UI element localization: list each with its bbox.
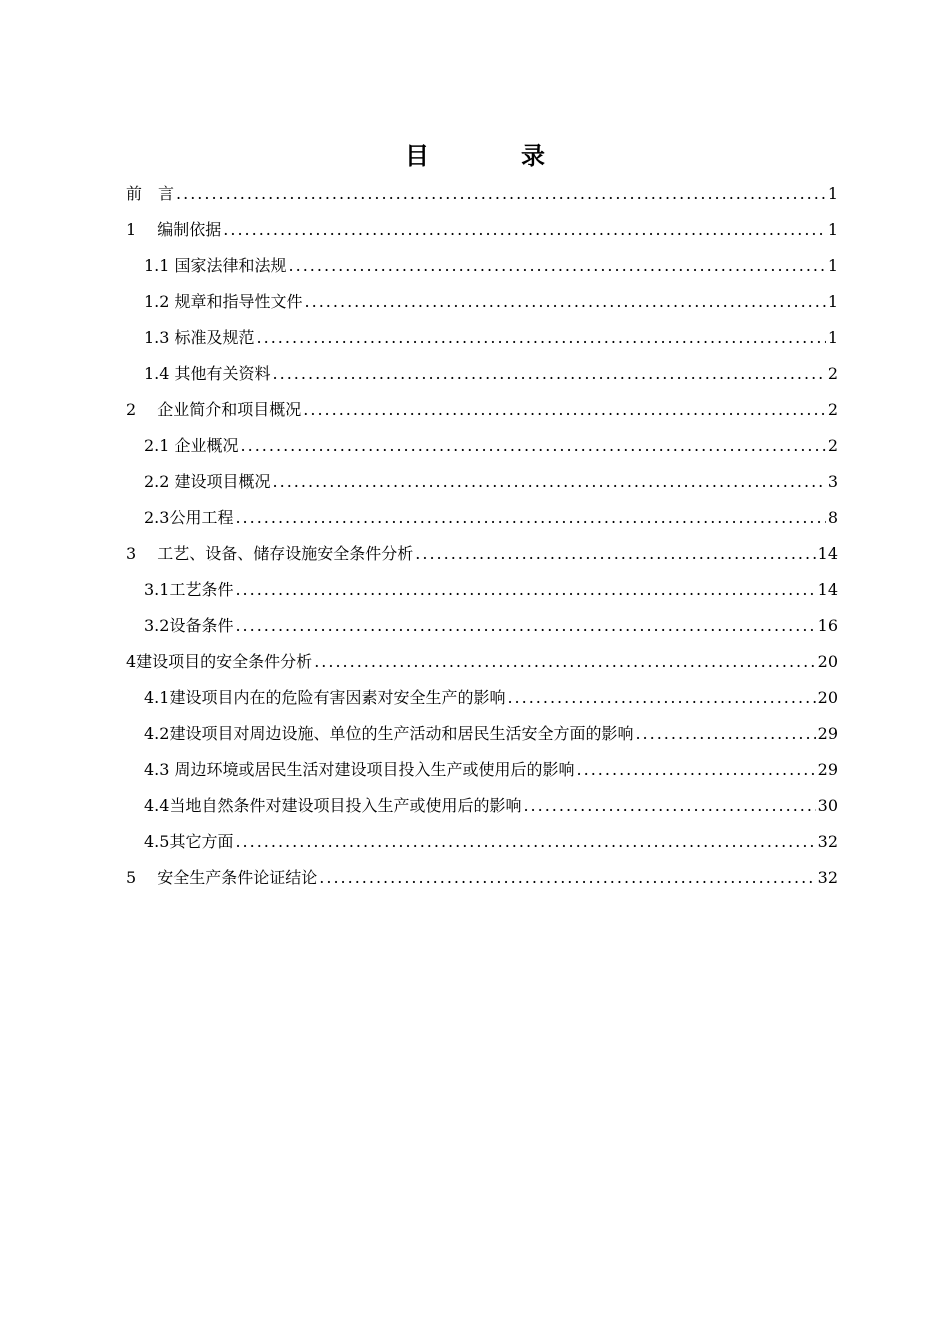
toc-entry-page-number: 14 [817, 544, 838, 563]
toc-entry-label: 3.1工艺条件 [144, 580, 234, 599]
toc-entry-label: 2.1 企业概况 [144, 436, 239, 455]
toc-entry-page-number: 1 [827, 256, 838, 275]
toc-entry-1-1[interactable] [126, 248, 838, 284]
toc-entry-label: 2 企业简介和项目概况 [126, 400, 302, 419]
toc-entry-page-number: 2 [827, 436, 838, 455]
toc-entry-3-2[interactable] [126, 608, 838, 644]
toc-entry-4-4[interactable] [126, 788, 838, 824]
table-of-contents [126, 176, 838, 896]
toc-entry-page-number: 1 [827, 184, 838, 203]
toc-entry-page-number: 14 [817, 580, 838, 599]
toc-entry-label: 4.5其它方面 [144, 832, 234, 851]
dot-leader [319, 860, 815, 896]
toc-entry-4-2[interactable] [126, 716, 838, 752]
toc-title: 目 录 [405, 141, 579, 170]
dot-leader [635, 716, 815, 752]
toc-entry-label: 4.1建设项目内在的危险有害因素对安全生产的影响 [144, 688, 506, 707]
toc-entry-page-number: 20 [817, 688, 838, 707]
toc-entry-label: 1.4 其他有关资料 [144, 364, 271, 383]
toc-entry-preface[interactable] [126, 176, 838, 212]
toc-entry-label: 4建设项目的安全条件分析 [126, 652, 313, 671]
toc-entry-3-1[interactable] [126, 572, 838, 608]
toc-entry-page-number: 20 [817, 652, 838, 671]
toc-entry-label: 前 言 [126, 184, 175, 203]
toc-entry-page-number: 32 [817, 832, 838, 851]
toc-entry-5[interactable] [126, 860, 838, 896]
dot-leader [314, 644, 815, 680]
toc-entry-label: 4.2建设项目对周边设施、单位的生产活动和居民生活安全方面的影响 [144, 724, 634, 743]
toc-entry-page-number: 8 [827, 508, 838, 527]
toc-entry-label: 1.1 国家法律和法规 [144, 256, 287, 275]
toc-entry-2-3[interactable] [126, 500, 838, 536]
toc-entry-4-3[interactable] [126, 752, 838, 788]
toc-entry-label: 3 工艺、设备、储存设施安全条件分析 [126, 544, 414, 563]
toc-entry-page-number: 16 [817, 616, 838, 635]
toc-entry-page-number: 2 [827, 364, 838, 383]
toc-entry-label: 1 编制依据 [126, 220, 222, 239]
toc-entry-label: 4.4当地自然条件对建设项目投入生产或使用后的影响 [144, 796, 522, 815]
toc-entry-label: 3.2设备条件 [144, 616, 234, 635]
dot-leader [273, 356, 826, 392]
toc-entry-2-1[interactable] [126, 428, 838, 464]
toc-entry-label: 2.2 建设项目概况 [144, 472, 271, 491]
dot-leader [415, 536, 815, 572]
toc-entry-4[interactable] [126, 644, 838, 680]
toc-entry-3[interactable] [126, 536, 838, 572]
toc-entry-page-number: 1 [827, 220, 838, 239]
toc-entry-label: 4.3 周边环境或居民生活对建设项目投入生产或使用后的影响 [144, 760, 575, 779]
toc-entry-1[interactable] [126, 212, 838, 248]
toc-entry-label: 2.3公用工程 [144, 508, 234, 527]
dot-leader [523, 788, 815, 824]
toc-entry-label: 5 安全生产条件论证结论 [126, 868, 318, 887]
toc-entry-1-2[interactable] [126, 284, 838, 320]
toc-entry-4-5[interactable] [126, 824, 838, 860]
toc-entry-page-number: 2 [827, 400, 838, 419]
dot-leader [303, 392, 826, 428]
dot-leader [507, 680, 815, 716]
toc-entry-4-1[interactable] [126, 680, 838, 716]
toc-entry-2[interactable] [126, 392, 838, 428]
toc-entry-page-number: 32 [817, 868, 838, 887]
toc-entry-page-number: 1 [827, 328, 838, 347]
toc-entry-1-3[interactable] [126, 320, 838, 356]
dot-leader [257, 320, 826, 356]
dot-leader [241, 428, 826, 464]
toc-entry-page-number: 29 [817, 760, 838, 779]
toc-entry-page-number: 1 [827, 292, 838, 311]
dot-leader [223, 212, 826, 248]
toc-entry-2-2[interactable] [126, 464, 838, 500]
dot-leader [289, 248, 826, 284]
dot-leader [176, 176, 826, 212]
toc-entry-page-number: 30 [817, 796, 838, 815]
toc-entry-1-4[interactable] [126, 356, 838, 392]
toc-entry-page-number: 29 [817, 724, 838, 743]
dot-leader [235, 500, 825, 536]
dot-leader [577, 752, 816, 788]
toc-entry-label: 1.2 规章和指导性文件 [144, 292, 303, 311]
dot-leader [305, 284, 826, 320]
dot-leader [235, 824, 815, 860]
dot-leader [273, 464, 826, 500]
dot-leader [235, 608, 815, 644]
toc-entry-label: 1.3 标准及规范 [144, 328, 255, 347]
dot-leader [235, 572, 815, 608]
toc-entry-page-number: 3 [827, 472, 838, 491]
